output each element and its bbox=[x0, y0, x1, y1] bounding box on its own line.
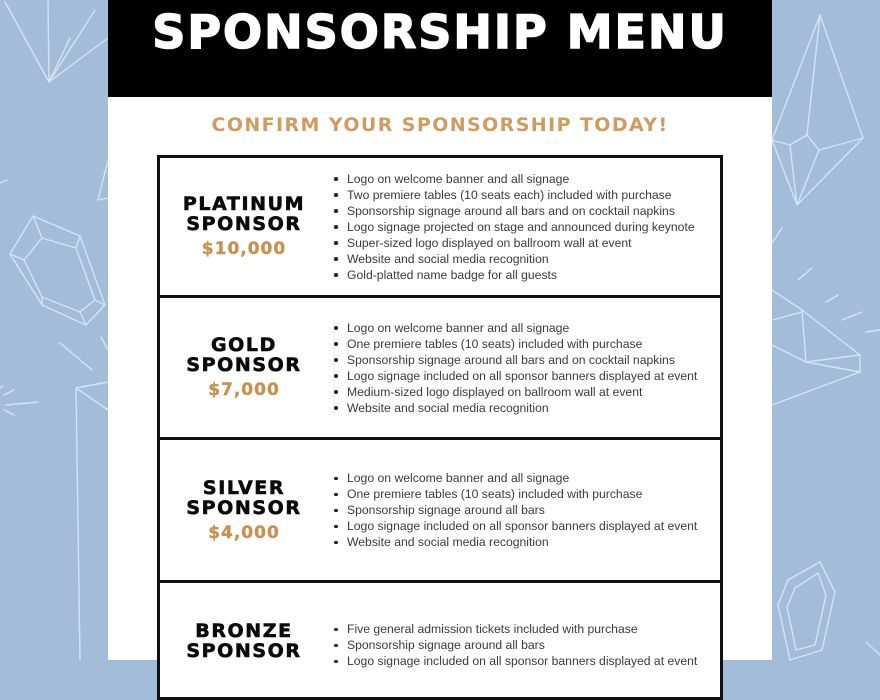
benefit-list bbox=[328, 171, 695, 283]
benefit-item: Website and social media recognition bbox=[332, 534, 697, 550]
sponsorship-flyer bbox=[108, 0, 772, 668]
benefit-item: Logo signage included on all sponsor banners displayed at event bbox=[332, 368, 697, 384]
benefit-item: Website and social media recognition bbox=[332, 400, 697, 416]
subtitle: CONFIRM YOUR SPONSORSHIP TODAY! bbox=[211, 114, 669, 136]
hexagon-gem-icon bbox=[10, 216, 105, 325]
tier-heading bbox=[160, 478, 328, 543]
crystal-icon bbox=[772, 15, 863, 205]
benefit-list bbox=[328, 320, 697, 416]
tier-name-line2: SPONSOR bbox=[186, 640, 302, 662]
tier-bronze bbox=[157, 580, 723, 700]
tier-heading bbox=[160, 335, 328, 400]
benefit-item: Gold-platted name badge for all guests bbox=[332, 267, 695, 283]
header-band bbox=[108, 0, 772, 97]
benefit-list bbox=[328, 621, 697, 669]
page-title: SPONSORSHIP MENU bbox=[152, 5, 728, 59]
benefit-item: Website and social media recognition bbox=[332, 251, 695, 267]
benefit-item: Logo on welcome banner and all signage bbox=[332, 470, 697, 486]
benefit-item: Logo on welcome banner and all signage bbox=[332, 320, 697, 336]
sponsorship-tiers-table bbox=[157, 155, 723, 700]
tier-price: $4,000 bbox=[208, 522, 280, 543]
tier-name-line2: SPONSOR bbox=[186, 354, 302, 376]
hexagon-gem-icon bbox=[778, 562, 835, 660]
tier-price: $7,000 bbox=[208, 380, 280, 400]
benefit-item: Logo signage projected on stage and announced during keynote bbox=[332, 219, 695, 235]
benefit-item: Medium-sized logo displayed on ballroom wall at event bbox=[332, 384, 697, 400]
benefit-list bbox=[328, 470, 697, 550]
tier-heading bbox=[160, 621, 328, 661]
benefit-item: Logo signage included on all sponsor banners displayed at event bbox=[332, 518, 697, 534]
benefit-item: Super-sized logo displayed on ballroom wall at event bbox=[332, 235, 695, 251]
benefit-item: Two premiere tables (10 seats each) included with purchase bbox=[332, 187, 695, 203]
tier-name-line2: SPONSOR bbox=[186, 213, 302, 235]
tier-heading bbox=[160, 194, 328, 259]
tier-gold bbox=[157, 295, 723, 440]
tier-price: $10,000 bbox=[201, 239, 287, 259]
crystal-icon bbox=[5, 0, 108, 82]
tier-name-line1: PLATINUM bbox=[182, 193, 306, 215]
tier-platinum bbox=[157, 155, 723, 298]
tier-name-line1: BRONZE bbox=[195, 620, 293, 642]
benefit-item: Sponsorship signage around all bars bbox=[332, 502, 697, 518]
benefit-item: Sponsorship signage around all bars and on cocktail napkins bbox=[332, 352, 697, 368]
tier-silver bbox=[157, 437, 723, 583]
tier-name-line2: SPONSOR bbox=[186, 496, 302, 519]
faceted-gem-icon bbox=[772, 290, 860, 405]
benefit-item: Five general admission tickets included with purchase bbox=[332, 621, 697, 637]
benefit-item: Sponsorship signage around all bars bbox=[332, 637, 697, 653]
tier-name-line1: GOLD bbox=[210, 334, 278, 356]
benefit-item: One premiere tables (10 seats) included with purchase bbox=[332, 336, 697, 352]
tier-name-line1: SILVER bbox=[202, 476, 286, 499]
benefit-item: Sponsorship signage around all bars and on cocktail napkins bbox=[332, 203, 695, 219]
benefit-item: One premiere tables (10 seats) included with purchase bbox=[332, 486, 697, 502]
benefit-item: Logo signage included on all sponsor banners displayed at event bbox=[332, 653, 697, 669]
benefit-item: Logo on welcome banner and all signage bbox=[332, 171, 695, 187]
